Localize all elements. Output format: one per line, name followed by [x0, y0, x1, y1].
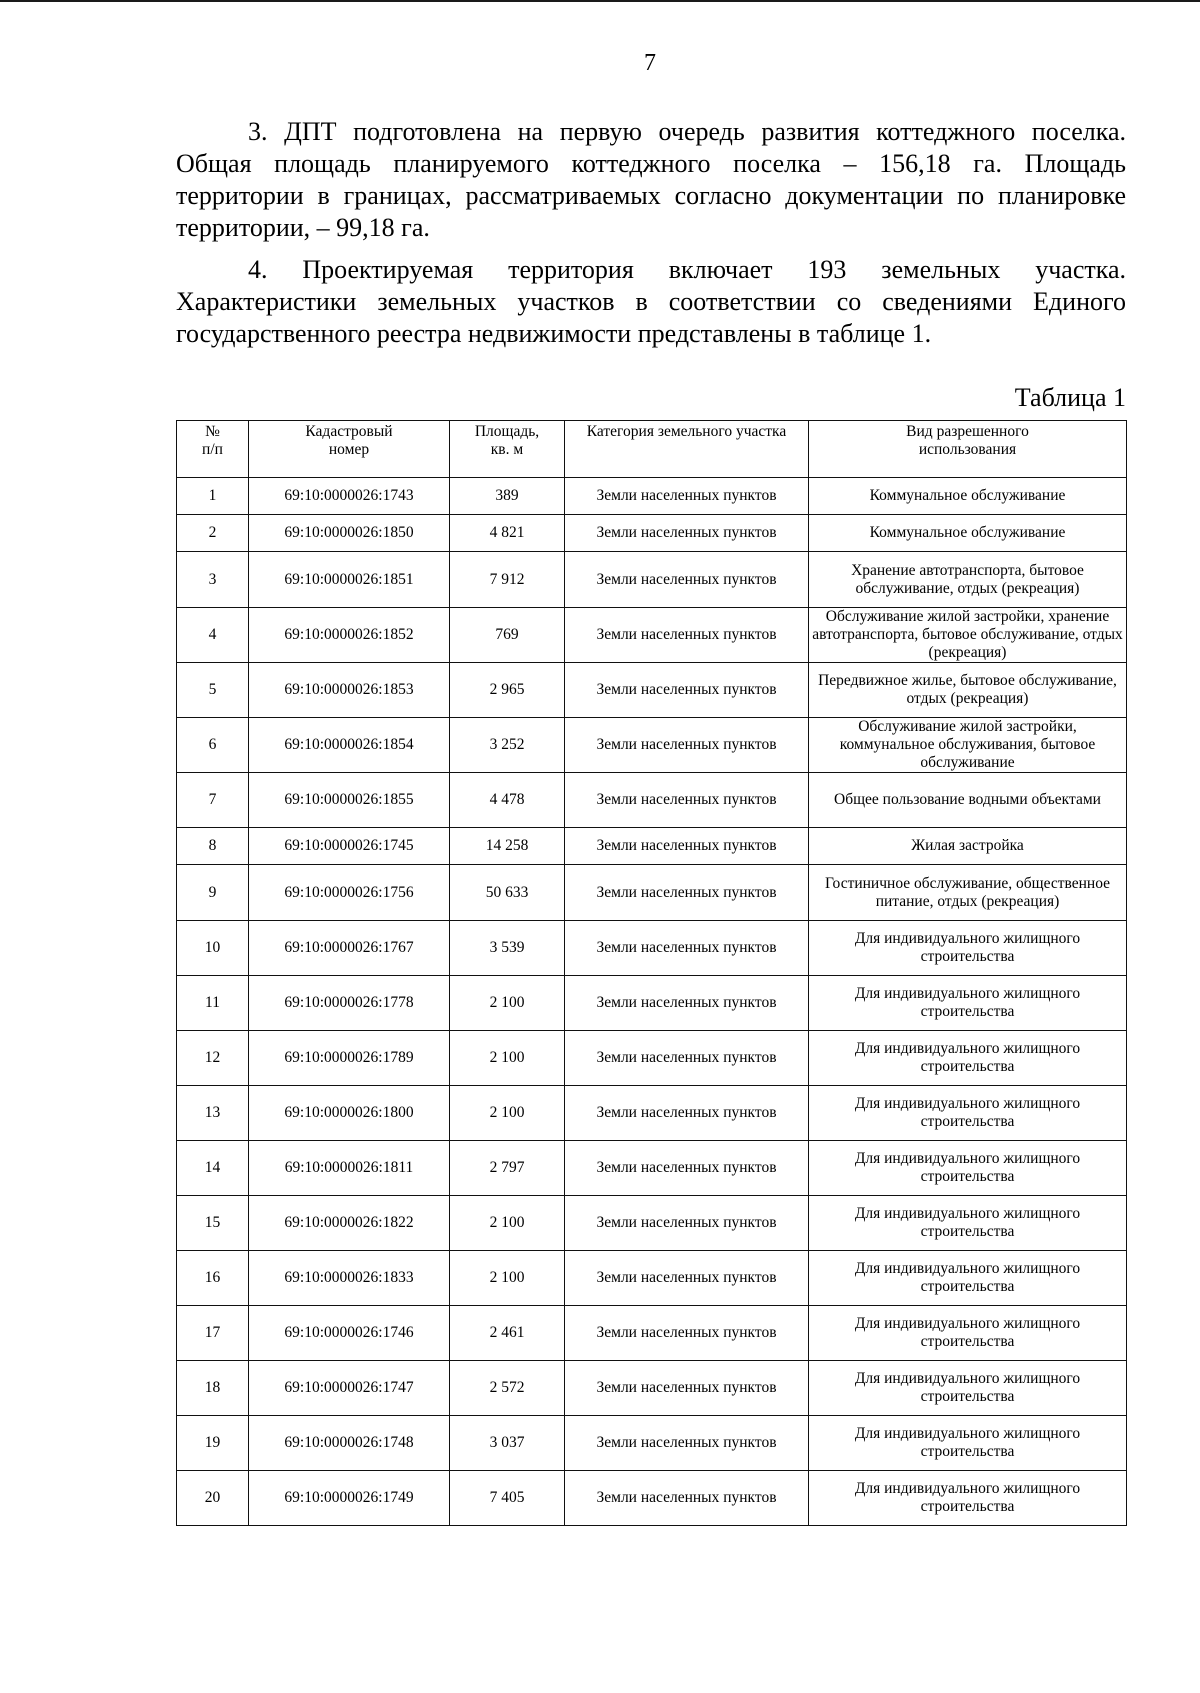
- cell-cadastral-number: 69:10:0000026:1789: [249, 1031, 450, 1086]
- cell-cadastral-number: 69:10:0000026:1853: [249, 663, 450, 718]
- cell-number: 10: [177, 921, 249, 976]
- cell-permitted-use: Для индивидуального жилищного строительства: [809, 1086, 1127, 1141]
- cell-land-category: Земли населенных пунктов: [565, 1031, 809, 1086]
- cell-land-category: Земли населенных пунктов: [565, 478, 809, 515]
- header-area: Площадь, кв. м: [450, 421, 565, 478]
- cell-area: 2 100: [450, 1196, 565, 1251]
- cell-number: 12: [177, 1031, 249, 1086]
- cell-cadastral-number: 69:10:0000026:1743: [249, 478, 450, 515]
- page-number: 7: [644, 50, 656, 76]
- cell-area: 7 912: [450, 552, 565, 608]
- cell-number: 7: [177, 773, 249, 828]
- table-row: [177, 1416, 1127, 1471]
- cell-permitted-use: Для индивидуального жилищного строительства: [809, 1251, 1127, 1306]
- header-number: № п/п: [177, 421, 249, 478]
- cell-cadastral-number: 69:10:0000026:1747: [249, 1361, 450, 1416]
- table-row: [177, 1031, 1127, 1086]
- cell-cadastral-number: 69:10:0000026:1745: [249, 828, 450, 865]
- cell-land-category: Земли населенных пунктов: [565, 921, 809, 976]
- cell-number: 8: [177, 828, 249, 865]
- cell-number: 1: [177, 478, 249, 515]
- cell-land-category: Земли населенных пунктов: [565, 1141, 809, 1196]
- cell-number: 9: [177, 865, 249, 921]
- cell-permitted-use: Коммунальное обслуживание: [809, 478, 1127, 515]
- cell-number: 13: [177, 1086, 249, 1141]
- cell-land-category: Земли населенных пунктов: [565, 552, 809, 608]
- paragraph-4: 4. Проектируемая территория включает 193 земельных участка. Характеристики земельных участков в соответствии со сведениями Единого государственного реестра недвижимости представлены в таблице 1.: [176, 255, 1126, 348]
- cell-permitted-use: Обслуживание жилой застройки, хранение автотранспорта, бытовое обслуживание, отдых (рекреация): [809, 608, 1127, 663]
- cell-number: 18: [177, 1361, 249, 1416]
- cell-area: 2 100: [450, 1031, 565, 1086]
- cell-area: 14 258: [450, 828, 565, 865]
- cell-permitted-use: Для индивидуального жилищного строительства: [809, 1416, 1127, 1471]
- cell-land-category: Земли населенных пунктов: [565, 1196, 809, 1251]
- cell-land-category: Земли населенных пунктов: [565, 773, 809, 828]
- top-border-line: [0, 0, 1200, 2]
- header-cadastral-number: Кадастровый номер: [249, 421, 450, 478]
- cell-area: 3 539: [450, 921, 565, 976]
- cell-permitted-use: Для индивидуального жилищного строительства: [809, 1031, 1127, 1086]
- table-row: [177, 1306, 1127, 1361]
- cell-cadastral-number: 69:10:0000026:1756: [249, 865, 450, 921]
- table-row: [177, 921, 1127, 976]
- cell-number: 17: [177, 1306, 249, 1361]
- cell-permitted-use: Хранение автотранспорта, бытовое обслуживание, отдых (рекреация): [809, 552, 1127, 608]
- table-row: [177, 1086, 1127, 1141]
- table-row: [177, 1251, 1127, 1306]
- cell-permitted-use: Для индивидуального жилищного строительства: [809, 1141, 1127, 1196]
- cell-area: 2 965: [450, 663, 565, 718]
- cell-cadastral-number: 69:10:0000026:1852: [249, 608, 450, 663]
- table-row: [177, 515, 1127, 552]
- cell-area: 2 100: [450, 1086, 565, 1141]
- cell-area: 3 252: [450, 718, 565, 773]
- cell-land-category: Земли населенных пунктов: [565, 1361, 809, 1416]
- table-row: [177, 1141, 1127, 1196]
- cell-area: 50 633: [450, 865, 565, 921]
- table-row: [177, 608, 1127, 663]
- cell-cadastral-number: 69:10:0000026:1854: [249, 718, 450, 773]
- cell-area: 4 478: [450, 773, 565, 828]
- cell-area: 389: [450, 478, 565, 515]
- cell-number: 19: [177, 1416, 249, 1471]
- table-row: [177, 773, 1127, 828]
- table-body: [177, 478, 1127, 1526]
- cell-permitted-use: Гостиничное обслуживание, общественное питание, отдых (рекреация): [809, 865, 1127, 921]
- cell-cadastral-number: 69:10:0000026:1800: [249, 1086, 450, 1141]
- cell-land-category: Земли населенных пунктов: [565, 865, 809, 921]
- cell-number: 16: [177, 1251, 249, 1306]
- table-header-row: [177, 421, 1127, 478]
- cell-area: 2 100: [450, 976, 565, 1031]
- cell-cadastral-number: 69:10:0000026:1748: [249, 1416, 450, 1471]
- cell-cadastral-number: 69:10:0000026:1855: [249, 773, 450, 828]
- table-row: [177, 976, 1127, 1031]
- table-row: [177, 828, 1127, 865]
- cell-permitted-use: Обслуживание жилой застройки, коммунальное обслуживания, бытовое обслуживание: [809, 718, 1127, 773]
- cell-cadastral-number: 69:10:0000026:1811: [249, 1141, 450, 1196]
- cell-land-category: Земли населенных пунктов: [565, 663, 809, 718]
- cell-area: 769: [450, 608, 565, 663]
- cell-land-category: Земли населенных пунктов: [565, 828, 809, 865]
- cell-cadastral-number: 69:10:0000026:1749: [249, 1471, 450, 1526]
- cell-land-category: Земли населенных пунктов: [565, 718, 809, 773]
- table-row: [177, 865, 1127, 921]
- cell-cadastral-number: 69:10:0000026:1850: [249, 515, 450, 552]
- table-row: [177, 663, 1127, 718]
- land-plots-table: [176, 420, 1127, 1526]
- cell-number: 5: [177, 663, 249, 718]
- table-row: [177, 1471, 1127, 1526]
- cell-cadastral-number: 69:10:0000026:1833: [249, 1251, 450, 1306]
- cell-permitted-use: Общее пользование водными объектами: [809, 773, 1127, 828]
- cell-number: 2: [177, 515, 249, 552]
- header-land-category: Категория земельного участка: [565, 421, 809, 478]
- cell-number: 14: [177, 1141, 249, 1196]
- cell-cadastral-number: 69:10:0000026:1851: [249, 552, 450, 608]
- cell-area: 2 572: [450, 1361, 565, 1416]
- cell-area: 4 821: [450, 515, 565, 552]
- cell-permitted-use: Для индивидуального жилищного строительства: [809, 1471, 1127, 1526]
- cell-permitted-use: Жилая застройка: [809, 828, 1127, 865]
- cell-cadastral-number: 69:10:0000026:1746: [249, 1306, 450, 1361]
- cell-area: 7 405: [450, 1471, 565, 1526]
- cell-permitted-use: Для индивидуального жилищного строительства: [809, 1196, 1127, 1251]
- cell-number: 4: [177, 608, 249, 663]
- cell-number: 20: [177, 1471, 249, 1526]
- cell-land-category: Земли населенных пунктов: [565, 1306, 809, 1361]
- paragraph-3: 3. ДПТ подготовлена на первую очередь развития коттеджного поселка. Общая площадь планируемого коттеджного поселка – 156,18 га. Площадь территории в границах, рассматриваемых согласно документации по планировке территории, – 99,18 га.: [176, 117, 1126, 242]
- cell-cadastral-number: 69:10:0000026:1822: [249, 1196, 450, 1251]
- cell-number: 15: [177, 1196, 249, 1251]
- cell-number: 3: [177, 552, 249, 608]
- cell-land-category: Земли населенных пунктов: [565, 1251, 809, 1306]
- table-caption: Таблица 1: [1014, 383, 1126, 412]
- cell-permitted-use: Для индивидуального жилищного строительства: [809, 1361, 1127, 1416]
- cell-permitted-use: Передвижное жилье, бытовое обслуживание, отдых (рекреация): [809, 663, 1127, 718]
- cell-area: 3 037: [450, 1416, 565, 1471]
- cell-area: 2 100: [450, 1251, 565, 1306]
- cell-number: 11: [177, 976, 249, 1031]
- table-row: [177, 718, 1127, 773]
- cell-land-category: Земли населенных пунктов: [565, 1416, 809, 1471]
- cell-permitted-use: Коммунальное обслуживание: [809, 515, 1127, 552]
- cell-land-category: Земли населенных пунктов: [565, 515, 809, 552]
- cell-cadastral-number: 69:10:0000026:1767: [249, 921, 450, 976]
- table-row: [177, 1361, 1127, 1416]
- cell-permitted-use: Для индивидуального жилищного строительства: [809, 921, 1127, 976]
- cell-land-category: Земли населенных пунктов: [565, 608, 809, 663]
- table-row: [177, 552, 1127, 608]
- cell-permitted-use: Для индивидуального жилищного строительства: [809, 1306, 1127, 1361]
- cell-area: 2 797: [450, 1141, 565, 1196]
- intro-text: [176, 116, 1126, 360]
- cell-number: 6: [177, 718, 249, 773]
- cell-land-category: Земли населенных пунктов: [565, 1471, 809, 1526]
- cell-land-category: Земли населенных пунктов: [565, 1086, 809, 1141]
- table-row: [177, 478, 1127, 515]
- cell-cadastral-number: 69:10:0000026:1778: [249, 976, 450, 1031]
- cell-area: 2 461: [450, 1306, 565, 1361]
- cell-land-category: Земли населенных пунктов: [565, 976, 809, 1031]
- cell-permitted-use: Для индивидуального жилищного строительства: [809, 976, 1127, 1031]
- header-permitted-use: Вид разрешенного использования: [809, 421, 1127, 478]
- table-row: [177, 1196, 1127, 1251]
